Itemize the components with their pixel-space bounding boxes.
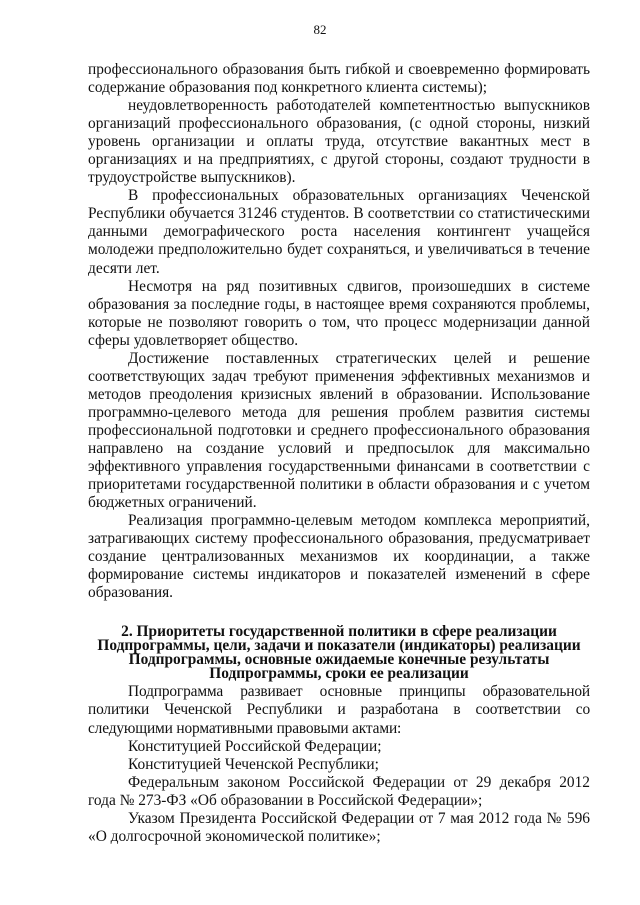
paragraph: профессионального образования быть гибкой и своевременно формировать содержание образования под конкретного клиента системы); [88, 61, 590, 97]
list-item: Конституцией Чеченской Республики; [128, 755, 379, 773]
paragraph: Несмотря на ряд позитивных сдвигов, произошедших в системе образования за последние годы, в настоящее время сохраняются проблемы, которые не позволяют говорить о том, что процесс модернизации данной сферы удовлетворяет общество. [88, 277, 590, 349]
paragraph: Достижение поставленных стратегических целей и решение соответствующих задач требуют применения эффективных механизмов и методов преодоления кризисных явлений в образовании. Использование программно-целевого метода для решения проблем развития системы профессиональной подготовки и среднего профессионального образования направлено на создание условий и предпосылок для максимально эффективного управления государственными финансами в соответствии с приоритетами государственной политики в области образования и с учетом бюджетных ограничений. [88, 349, 590, 512]
page-number: 82 [313, 22, 327, 37]
section-heading-line: 2. Приоритеты государственной политики в сфере реализации [121, 623, 557, 641]
section-heading [88, 625, 590, 681]
section-heading-line: Подпрограммы, основные ожидаемые конечные результаты [128, 651, 550, 669]
paragraph: В профессиональных образовательных организациях Чеченской Республики обучается 31246 студентов. В соответствии со статистическими данными демографического роста населения контингент учащейся молодежи предположительно будет сохраняться, и увеличиваться в течение десяти лет. [88, 187, 590, 277]
section-heading-line: Подпрограммы, цели, задачи и показатели (индикаторы) реализации [97, 637, 581, 655]
list-item: Конституцией Российской Федерации; [128, 737, 382, 755]
section-heading-line: Подпрограммы, сроки ее реализации [209, 665, 469, 683]
paragraph: неудовлетворенность работодателей компетентностью выпускников организаций профессионального образования, (с одной стороны, низкий уровень организации и оплаты труда, отсутствие вакантных мест в организациях и на предприятиях, с другой стороны, создают трудности в трудоустройстве выпускников). [88, 97, 590, 187]
page-body [88, 61, 590, 846]
list-item: Федеральным законом Российской Федерации от 29 декабря 2012 года № 273-ФЗ «Об образовании в Российской Федерации»; [88, 773, 590, 809]
paragraph: Подпрограмма развивает основные принципы образовательной политики Чеченской Республики и разработана в соответствии со следующими нормативными правовыми актами: [88, 683, 590, 737]
paragraph: Реализация программно-целевым методом комплекса мероприятий, затрагивающих систему профессионального образования, предусматривает создание централизованных механизмов их координации, а также формирование системы индикаторов и показателей изменений в сфере образования. [88, 512, 590, 602]
list-item: Указом Президента Российской Федерации от 7 мая 2012 года № 596 «О долгосрочной экономической политике»; [88, 809, 590, 845]
